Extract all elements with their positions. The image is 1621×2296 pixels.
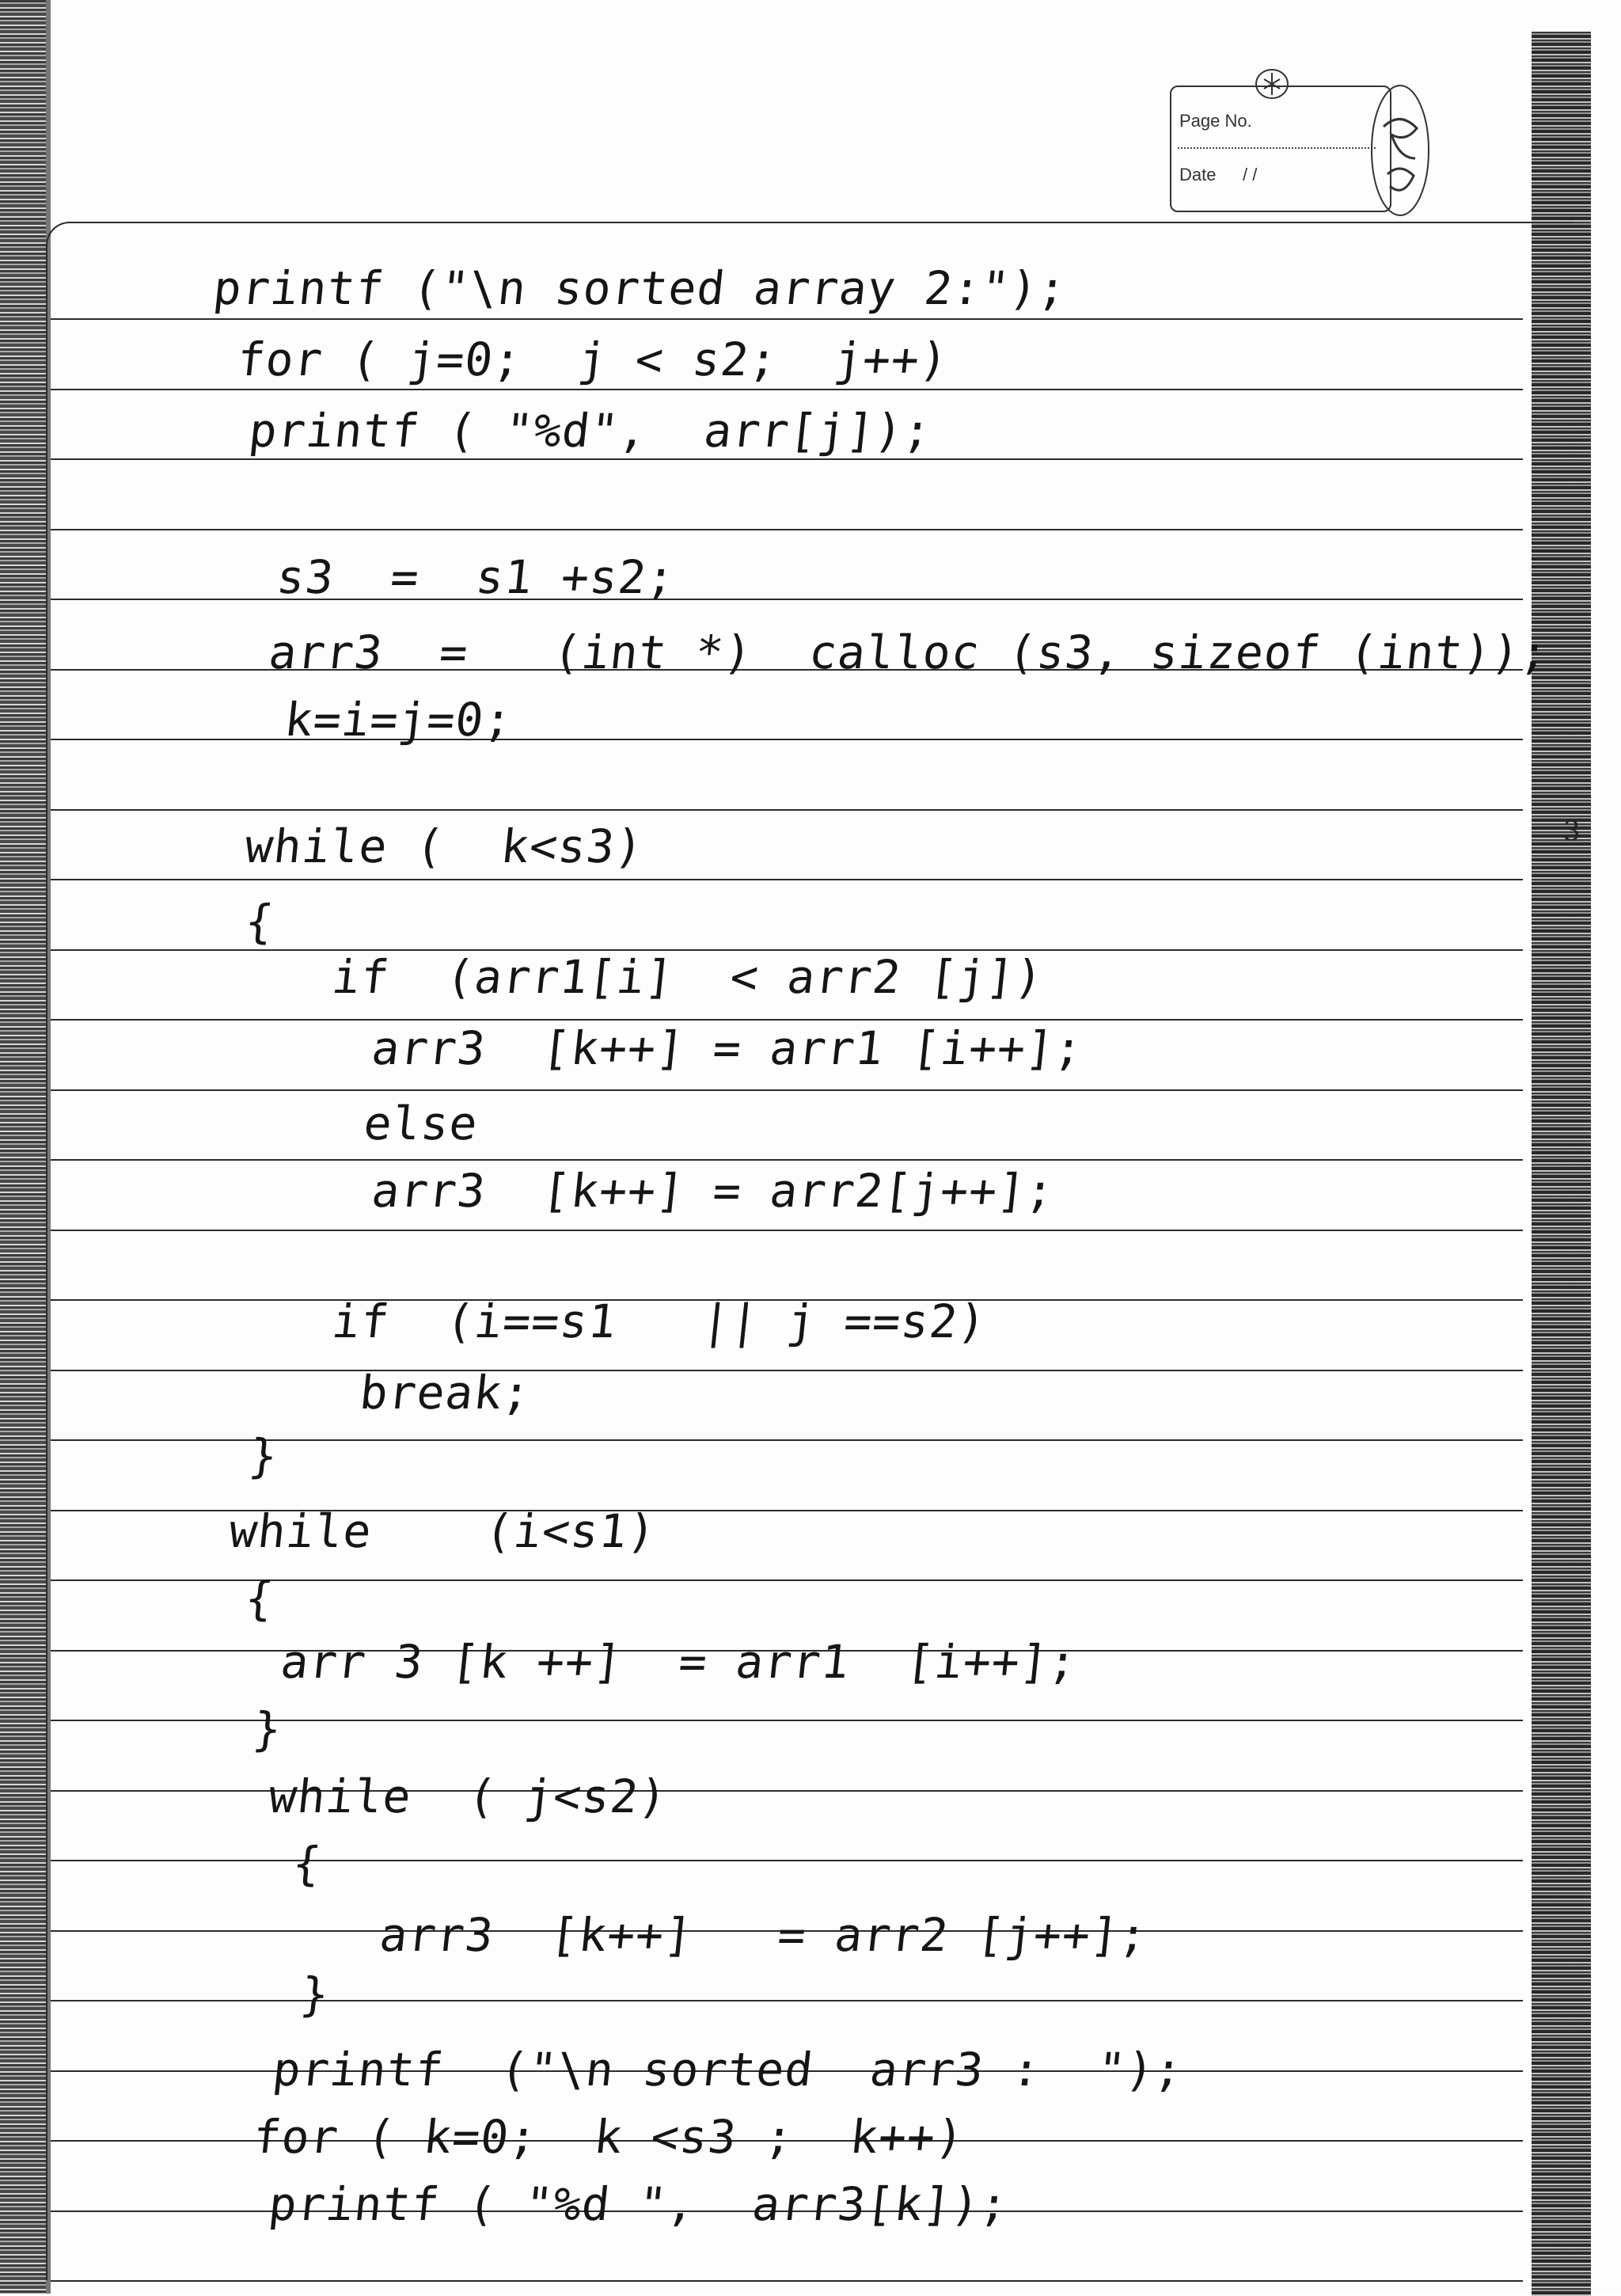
code-line: else bbox=[361, 1097, 481, 1150]
code-line: if (i==s1 || j ==s2) bbox=[329, 1294, 989, 1348]
code-line: if (arr1[i] < arr2 [j]) bbox=[329, 950, 1046, 1004]
ruled-line bbox=[51, 2000, 1523, 2001]
page-number-label: Page No. bbox=[1179, 111, 1252, 131]
code-line: arr 3 [k ++] = arr1 [i++]; bbox=[278, 1635, 1080, 1689]
ruled-line bbox=[51, 809, 1523, 811]
date-value: / / bbox=[1243, 165, 1258, 184]
code-line: arr3 [k++] = arr2[j++]; bbox=[369, 1164, 1057, 1218]
code-line: } bbox=[298, 1967, 332, 2021]
ruled-line bbox=[51, 389, 1523, 390]
code-line: printf ( "%d", arr[j]); bbox=[246, 404, 935, 458]
ruled-line bbox=[51, 599, 1523, 600]
ruled-line bbox=[51, 1089, 1523, 1091]
code-line: } bbox=[250, 1702, 285, 1756]
page-number-line bbox=[1178, 147, 1376, 149]
code-line: while (i<s1) bbox=[226, 1504, 659, 1558]
ruled-line bbox=[51, 1159, 1523, 1161]
code-line: s3 = s1 +s2; bbox=[274, 550, 678, 604]
code-line: printf ( "%d ", arr3[k]); bbox=[266, 2177, 1012, 2231]
page-date-box bbox=[1170, 86, 1391, 212]
notebook-brand-logo-icon bbox=[1368, 79, 1433, 222]
code-line: printf ("\n sorted array 2:"); bbox=[211, 261, 1070, 315]
ruled-line bbox=[51, 739, 1523, 740]
ruled-line bbox=[51, 879, 1523, 880]
ruled-line bbox=[51, 1860, 1523, 1861]
code-line: for ( k=0; k <s3 ; k++) bbox=[250, 2110, 967, 2164]
ruled-line bbox=[51, 529, 1523, 530]
code-line: { bbox=[290, 1837, 325, 1891]
ruled-line bbox=[51, 458, 1523, 460]
code-line: arr3 [k++] = arr1 [i++]; bbox=[369, 1021, 1086, 1075]
code-line: arr3 [k++] = arr2 [j++]; bbox=[377, 1908, 1151, 1962]
code-line: printf ("\n sorted arr3 : "); bbox=[270, 2043, 1186, 2096]
code-line: } bbox=[246, 1429, 281, 1483]
code-line: { bbox=[242, 1572, 277, 1625]
code-line: break; bbox=[357, 1366, 534, 1420]
code-line: while ( j<s2) bbox=[266, 1770, 670, 1823]
ruled-line bbox=[51, 318, 1523, 320]
code-line: { bbox=[242, 895, 277, 948]
ruled-line bbox=[51, 1370, 1523, 1371]
date-label: Date bbox=[1179, 165, 1217, 184]
ruled-line bbox=[51, 1230, 1523, 1231]
ruled-line bbox=[51, 1019, 1523, 1021]
code-line: for ( j=0; j < s2; j++) bbox=[234, 333, 951, 386]
binding-edge-left bbox=[0, 0, 46, 2294]
code-line: k=i=j=0; bbox=[282, 693, 515, 747]
code-line: arr3 = (int *) calloc (s3, sizeof (int)); bbox=[266, 625, 1551, 679]
page-margin-frame bbox=[46, 222, 1574, 2280]
margin-note: 3 bbox=[1563, 815, 1581, 847]
ruled-line bbox=[51, 2280, 1523, 2282]
code-line: while ( k<s3) bbox=[242, 819, 647, 873]
